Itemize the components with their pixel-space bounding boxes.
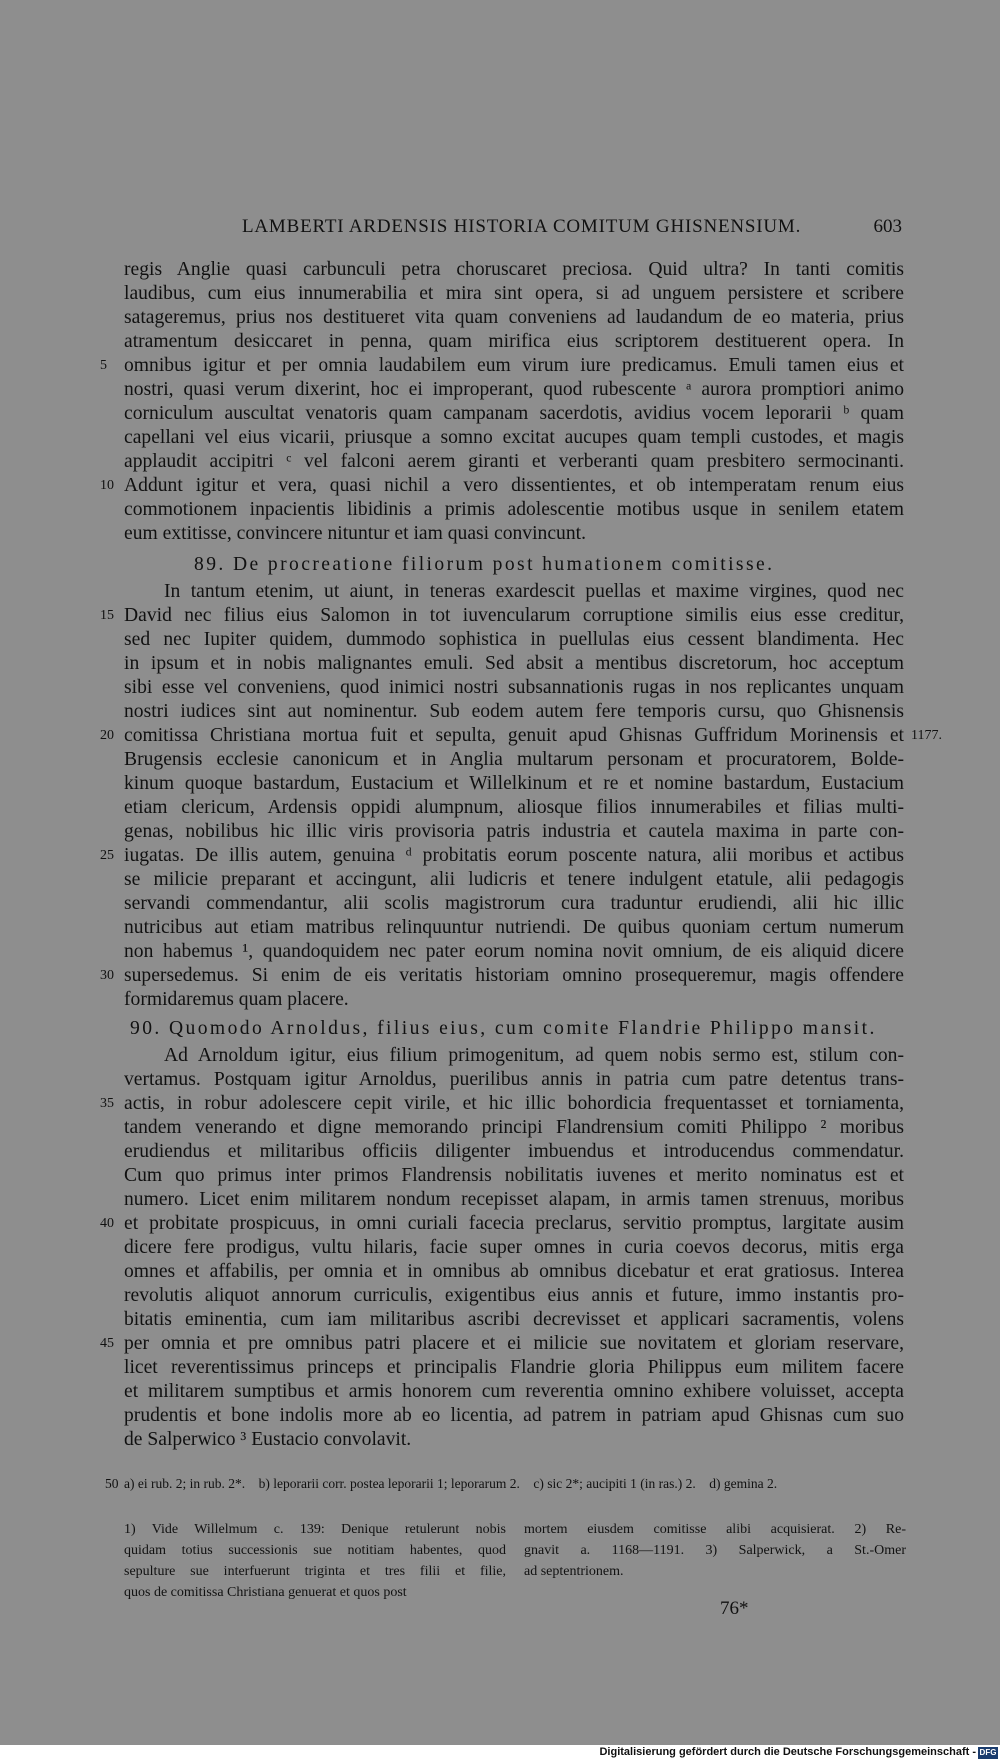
text-line xyxy=(124,1428,904,1452)
text-line xyxy=(124,282,904,306)
footnote-column-right xyxy=(524,1519,906,1582)
line-text: non habemus ¹, quandoquidem nec pater eorum nomina novit omnium, de eis aliquid dicere xyxy=(124,941,904,962)
signature-mark: 76* xyxy=(720,1598,749,1619)
line-text: prudentis et bone indolis more ab eo licentia, ad patrem in patriam apud Ghisnas cum suo xyxy=(124,1405,904,1426)
line-number: 40 xyxy=(100,1216,114,1231)
text-line xyxy=(124,306,904,330)
line-text: nostri, quasi verum dixerint, hoc ei improperant, quod rubescente ᵃ aurora promptiori animo xyxy=(124,379,904,400)
text-line xyxy=(100,354,904,378)
text-line xyxy=(124,1260,904,1284)
text-line xyxy=(124,868,904,892)
digitization-footer xyxy=(0,1745,1000,1761)
line-text: etiam clericum, Ardensis oppidi alumpnum, aliosque filios innumerabiles et filias multi- xyxy=(124,797,904,818)
text-line xyxy=(124,1356,904,1380)
line-number: 5 xyxy=(100,358,107,373)
line-text: et probitate prospicuus, in omni curiali facecia preclarus, servitio promptus, largitate ausim xyxy=(124,1213,904,1234)
line-text: se milicie preparant et accingunt, alii ludicris et tenere indulgent etatule, alii pedagogis xyxy=(124,869,904,890)
text-line xyxy=(124,628,904,652)
line-text: bitatis eminentia, cum iam militaribus ascribi decrevisset et applicari sacramentis, volens xyxy=(124,1309,904,1330)
line-number: 35 xyxy=(100,1096,114,1111)
line-text: numero. Licet enim militarem nondum recepisset alapam, in armis tamen strenuus, moribus xyxy=(124,1189,904,1210)
text-line xyxy=(100,1212,904,1236)
line-text: omnibus igitur et per omnia laudabilem eum virum iure predicamus. Emuli tamen eius et xyxy=(124,355,904,376)
paragraph-chapter-88-end xyxy=(100,258,904,546)
text-line xyxy=(124,450,904,474)
text-line xyxy=(124,748,904,772)
text-line xyxy=(124,772,904,796)
line-text: laudibus, cum eius innumerabilia et mira sint opera, si ad unguem persistere et scribere xyxy=(124,283,904,304)
paragraph-chapter-90 xyxy=(100,1044,904,1452)
text-line xyxy=(124,1308,904,1332)
line-text: erudiendus et militaribus officiis diligenter imbuendus et introducendus commendatur. xyxy=(124,1141,904,1162)
line-text: dicere fere prodigus, vultu hilaris, facie super omnes in curia coevos decorus, mitis erga xyxy=(124,1237,904,1258)
line-text: corniculum auscultat venatoris quam campanam sacerdotis, avidius vocem leporarii ᵇ quam xyxy=(124,403,904,424)
text-line xyxy=(124,1140,904,1164)
line-text: capellani vel eius vicarii, priusque a somno excitat aucupes quam templi custodes, et magis xyxy=(124,427,904,448)
line-text: vertamus. Postquam igitur Arnoldus, puerilibus annis in patria cum patre detentus trans- xyxy=(124,1069,904,1090)
text-line xyxy=(124,820,904,844)
text-line xyxy=(100,724,942,748)
text-line xyxy=(124,1116,904,1140)
line-text: tandem venerando et digne memorando principi Flandrensium comiti Philippo ² moribus xyxy=(124,1117,904,1138)
text-line xyxy=(124,1188,904,1212)
text-line xyxy=(124,796,904,820)
line-text: nutricibus aut etiam matribus relinquuntur nutriendi. De quibus quoniam certum numerum xyxy=(124,917,904,938)
line-text: applaudit accipitri ᶜ vel falconi aerem giranti et verberanti quam presbitero sermocinanti. xyxy=(124,451,904,472)
text-line xyxy=(124,1380,904,1404)
paragraph-chapter-89 xyxy=(100,580,942,1012)
running-title: LAMBERTI ARDENSIS HISTORIA COMITUM GHISNENSIUM. xyxy=(242,216,802,237)
line-text: David nec filius eius Salomon in tot iuvencularum corruptione similis eius esse creditur, xyxy=(124,605,904,626)
text-line xyxy=(124,402,904,426)
text-line xyxy=(124,940,904,964)
text-line xyxy=(124,1068,904,1092)
text-line xyxy=(124,378,904,402)
text-line xyxy=(124,330,904,354)
line-text: Cum quo primus inter primos Flandrensis nobilitatis iuvenes et merito nominatus est et xyxy=(124,1165,904,1186)
page-number: 603 xyxy=(873,216,902,237)
text-line xyxy=(124,988,904,1012)
line-text: Brugensis ecclesie canonicum et in Anglia multarum personam et procuratorem, Bolde- xyxy=(124,749,904,770)
text-line xyxy=(100,604,904,628)
line-text: regis Anglie quasi carbunculi petra choruscaret preciosa. Quid ultra? In tanti comitis xyxy=(124,259,904,280)
dfg-logo: DFG xyxy=(979,1748,997,1757)
text-line xyxy=(124,1404,904,1428)
text-line xyxy=(124,258,904,282)
text-line xyxy=(124,522,904,546)
text-line xyxy=(124,580,904,604)
line-text: revolutis aliquot annorum curriculis, exigentibus eius annis et future, immo instantis pro- xyxy=(124,1285,904,1306)
line-number: 10 xyxy=(100,478,114,493)
apparatus-text: a) ei rub. 2; in rub. 2*. b) leporarii corr. postea leporarii 1; leporarum 2. c) sic 2*; aucipiti 1 (in ras.) 2. d) gemina 2. xyxy=(124,1476,778,1491)
line-number: 45 xyxy=(100,1336,114,1351)
text-line xyxy=(124,916,904,940)
running-header xyxy=(122,216,902,242)
line-text: de Salperwico ³ Eustacio convolavit. xyxy=(124,1429,412,1450)
line-text: servandi commendantur, alii scolis magistrorum cura traduntur erudiendi, alii hic illic xyxy=(124,893,904,914)
text-line xyxy=(124,1164,904,1188)
footnote-line: gnavit a. 1168—1191. 3) Salperwick, a St.-Omer xyxy=(524,1543,906,1558)
line-number: 30 xyxy=(100,968,114,983)
text-line xyxy=(124,498,904,522)
text-line xyxy=(100,964,904,988)
line-text: atramentum desiccaret in penna, quam mirifica eius scriptorem destituerent opera. In xyxy=(124,331,904,352)
footnote-column-left xyxy=(124,1519,506,1603)
line-text: nostri iudices sint aut nominentur. Sub eodem autem fere temporis cursu, quo Ghisnensis xyxy=(124,701,904,722)
margin-year: 1177. xyxy=(911,728,942,743)
line-number: 20 xyxy=(100,728,114,743)
line-text: Addunt igitur et vera, quasi nichil a vero dissentientes, et ob intemperatam renum eius xyxy=(124,475,904,496)
text-line xyxy=(124,1236,904,1260)
line-text: actis, in robur adolescere cepit virile, et hic illic bohordicia frequentasset et torniamenta, xyxy=(124,1093,904,1114)
line-text: Ad Arnoldum igitur, eius filium primogenitum, ad quem nobis sermo est, stilum con- xyxy=(164,1045,904,1066)
text-line xyxy=(124,892,904,916)
line-text: kinum quoque bastardum, Eustacium et Willelkinum et re et nomine bastardum, Eustacium xyxy=(124,773,904,794)
line-text: iugatas. De illis autem, genuina ᵈ probitatis eorum poscente natura, alii moribus et actibus xyxy=(124,845,904,866)
footnote-line: 1) Vide Willelmum c. 139: Denique retulerunt nobis xyxy=(124,1522,506,1537)
line-text: supersedemus. Si enim de eis veritatis historiam omnino prosequeremur, magis offendere xyxy=(124,965,904,986)
critical-apparatus xyxy=(105,1476,904,1492)
footnote-line: quidam totius successionis sue notitiam habentes, quod xyxy=(124,1543,506,1558)
text-line xyxy=(124,676,904,700)
main-text xyxy=(100,258,942,1452)
footnote-line: ad septentrionem. xyxy=(524,1564,624,1579)
line-text: et militarem sumptibus et armis honorem cum reverentia omnino exhibere voluisset, accepta xyxy=(124,1381,904,1402)
text-line xyxy=(100,844,904,868)
line-text: formidaremus quam placere. xyxy=(124,989,349,1010)
text-line xyxy=(100,1332,904,1356)
text-line xyxy=(124,426,904,450)
text-line xyxy=(124,700,904,724)
line-text: in ipsum et in nobis malignantes emuli. Sed absit a mentibus discretorum, hoc acceptum xyxy=(124,653,904,674)
line-text: commotionem inpacientis libidinis a primis adolescentie motibus usque in senilem etatem xyxy=(124,499,904,520)
text-line xyxy=(100,1092,904,1116)
footnote-line: sepulture sue interfuerunt triginta et tres filii et filie, xyxy=(124,1564,506,1579)
footnote-line: quos de comitissa Christiana genuerat et quos post xyxy=(124,1585,407,1600)
text-line xyxy=(100,474,904,498)
section-heading-90: 90. Quomodo Arnoldus, filius eius, cum comite Flandrie Philippo mansit. xyxy=(130,1018,877,1039)
text-line xyxy=(124,652,904,676)
text-line xyxy=(124,1284,904,1308)
line-number: 15 xyxy=(100,608,114,623)
footnote-line: mortem eiusdem comitisse alibi acquisierat. 2) Re- xyxy=(524,1522,906,1537)
apparatus-line-number: 50 xyxy=(105,1476,119,1491)
line-text: licet reverentissimus princeps et principalis Flandrie gloria Philippus eum militem facere xyxy=(124,1357,904,1378)
section-heading-89: 89. De procreatione filiorum post humationem comitisse. xyxy=(194,554,775,575)
line-text: sibi esse vel conveniens, quod inimici nostri subsannationis rugas in nos replicantes unquam xyxy=(124,677,904,698)
line-text: per omnia et pre omnibus patri placere et ei milicie sue novitatem et gloriam reservare, xyxy=(124,1333,904,1354)
text-line xyxy=(124,1044,904,1068)
line-text: genas, nobilibus hic illic viris provisoria patris industria et cautela maxima in parte con- xyxy=(124,821,904,842)
line-text: satageremus, prius nos destitueret vita quam conveniens ad laudandum de eo materia, prius xyxy=(124,307,904,328)
line-text: omnes et affabilis, per omnia et in omnibus ab omnibus dicebatur et erat gratiosus. Interea xyxy=(124,1261,904,1282)
line-text: In tantum etenim, ut aiunt, in teneras exardescit puellas et maxime virgines, quod nec xyxy=(164,581,904,602)
funding-credit: Digitalisierung gefördert durch die Deutsche Forschungsgemeinschaft - xyxy=(599,1746,976,1758)
line-text: comitissa Christiana mortua fuit et sepulta, genuit apud Ghisnas Guffridum Morinensis et xyxy=(124,725,904,746)
line-text: sed nec Iupiter quidem, dummodo sophistica in puellulas eius cessent blandimenta. Hec xyxy=(124,629,904,650)
line-text: eum extitisse, convincere nituntur et iam quasi convincunt. xyxy=(124,523,586,544)
line-number: 25 xyxy=(100,848,114,863)
